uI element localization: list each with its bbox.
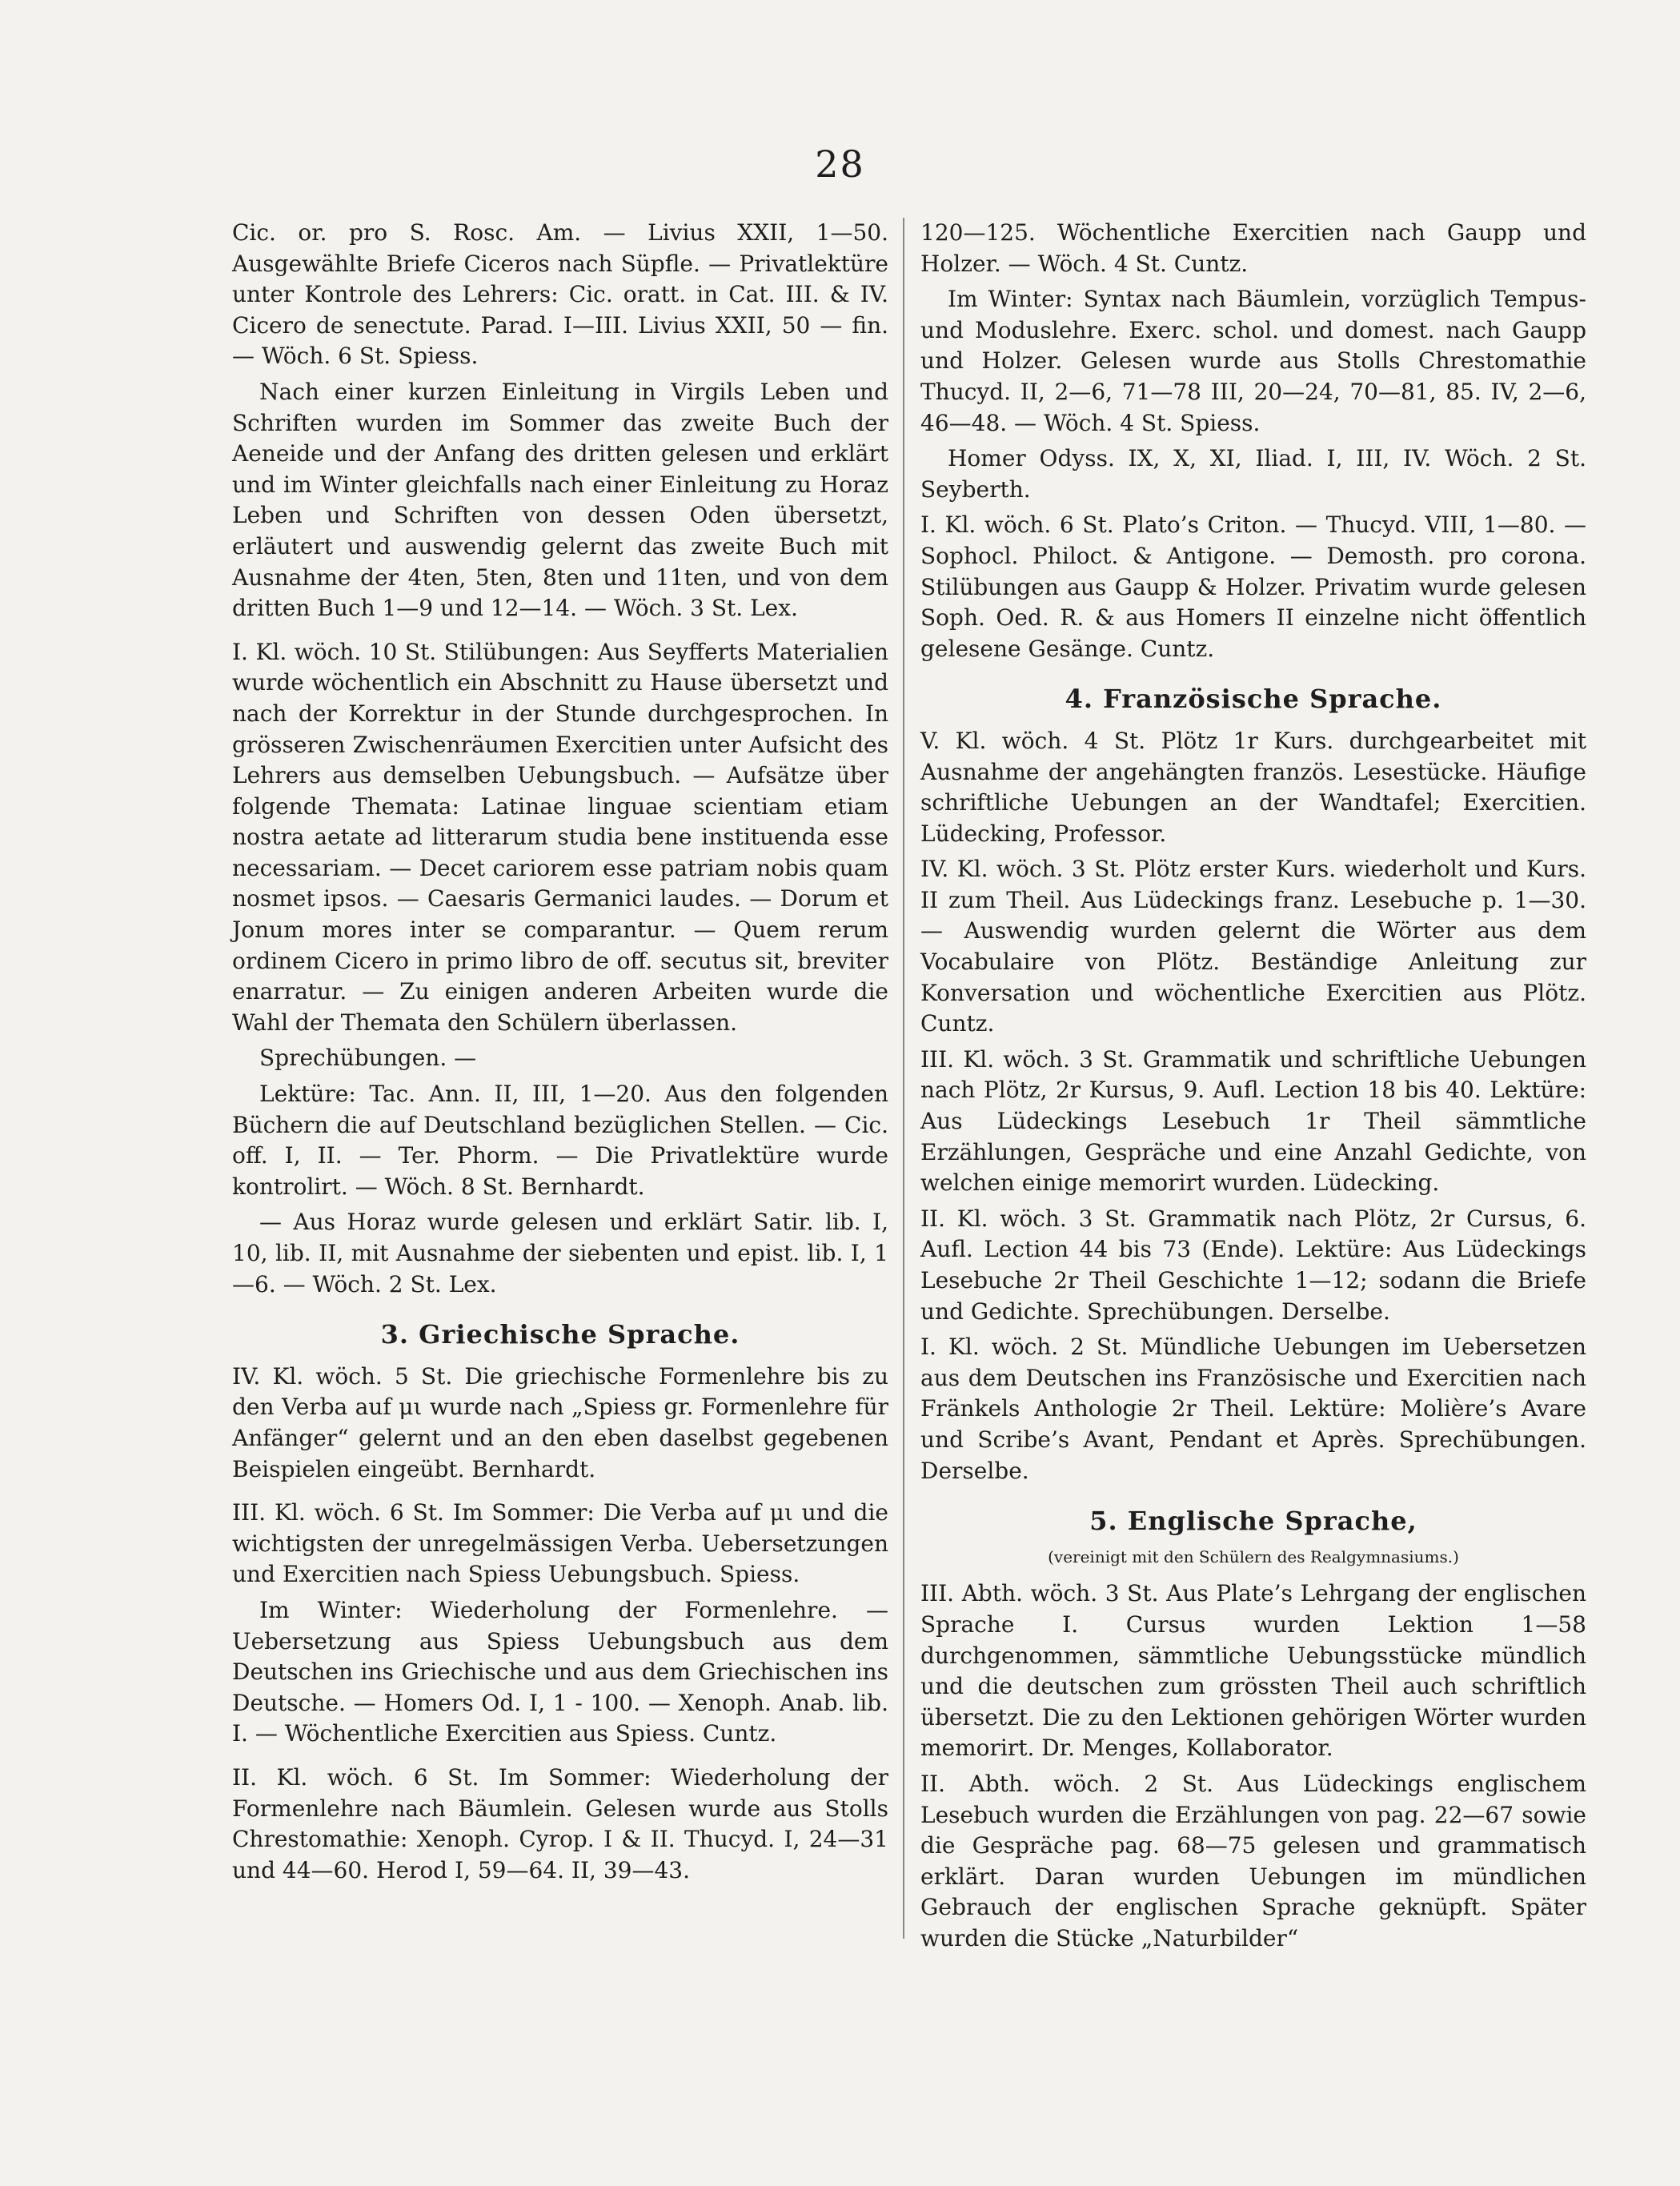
- paragraph: I. Kl. wöch. 10 St. Stilübungen: Aus Seyfferts Materialien wurde wöchentlich ein Abschnitt zu Hause übersetzt und nach der Korrektur in der Stunde durchgesprochen. In grösseren Zwischenräumen Exercitien unter Aufsicht des Lehrers aus demselben Uebungsbuch. — Aufsätze über folgende Themata: Latinae linguae scientiam etiam nostra aetate ad litterarum studia bene instituenda esse necessariam. — Decet cariorem esse patriam nobis quam nosmet ipsos. — Caesaris Germanici laudes. — Dorum et Jonum mores inter se comparantur. — Quem rerum ordinem Cicero in primo libro de off. secutus sit, breviter enarratur. — Zu einigen anderen Arbeiten wurde die Wahl der Themata den Schülern überlassen.: [232, 638, 888, 1036]
- column-divider: [903, 218, 904, 1939]
- right-column: [920, 218, 1586, 1959]
- paragraph: III. Kl. wöch. 6 St. Im Sommer: Die Verba auf μι und die wichtigsten der unregelmässigen Verba. Uebersetzungen und Exercitien nach Spiess Uebungsbuch. Spiess.: [232, 1499, 888, 1588]
- paragraph: II. Kl. wöch. 6 St. Im Sommer: Wiederholung der Formenlehre nach Bäumlein. Gelesen wurde aus Stolls Chrestomathie: Xenoph. Cyrop. I & II. Thucyd. I, 24—31 und 44—60. Herod I, 59—64. II, 39—43.: [232, 1763, 888, 1883]
- paragraph: II. Kl. wöch. 3 St. Grammatik nach Plötz, 2r Cursus, 6. Aufl. Lection 44 bis 73 (Ende). Lektüre: Aus Lüdeckings Lesebuche 2r Theil Geschichte 1—12; sodann die Briefe und Gedichte. Sprechübungen. Derselbe.: [920, 1205, 1586, 1325]
- section-heading: 3. Griechische Sprache.: [380, 1319, 740, 1350]
- paragraph: Cic. or. pro S. Rosc. Am. — Livius XXII, 1—50. Ausgewählte Briefe Ciceros nach Süpfle. — Privatlektüre unter Kontrole des Lehrers: Cic. oratt. in Cat. III. & IV. Cicero de senectute. Parad. I—III. Livius XXII, 50 — fin. — Wöch. 6 St. Spiess.: [232, 219, 888, 370]
- paragraph: 120—125. Wöchentliche Exercitien nach Gaupp und Holzer. — Wöch. 4 St. Cuntz.: [920, 219, 1586, 277]
- paragraph: Homer Odyss. IX, X, XI, Iliad. I, III, IV. Wöch. 2 St. Seyberth.: [920, 445, 1586, 503]
- paragraph: Im Winter: Wiederholung der Formenlehre. — Uebersetzung aus Spiess Uebungsbuch aus dem Deutschen ins Griechische und aus dem Griechischen ins Deutsche. — Homers Od. I, 1 - 100. — Xenoph. Anab. lib. I. — Wöchentliche Exercitien aus Spiess. Cuntz.: [232, 1596, 888, 1747]
- paragraph: I. Kl. wöch. 2 St. Mündliche Uebungen im Uebersetzen aus dem Deutschen ins Französische und Exercitien nach Fränkels Anthologie 2r Theil. Lektüre: Molière’s Avare und Scribe’s Avant, Pendant et Après. Sprechübungen. Derselbe.: [920, 1334, 1586, 1484]
- section-heading: 5. Englische Sprache,: [1089, 1506, 1417, 1537]
- paragraph: II. Abth. wöch. 2 St. Aus Lüdeckings englischem Lesebuch wurden die Erzählungen von pag. 22—67 sowie die Gespräche pag. 68—75 gelesen und grammatisch erklärt. Daran wurden Uebungen im mündlichen Gebrauch der englischen Sprache geknüpft. Später wurden die Stücke „Naturbilder“: [920, 1770, 1586, 1951]
- paragraph: IV. Kl. wöch. 3 St. Plötz erster Kurs. wiederholt und Kurs. II zum Theil. Aus Lüdeckings franz. Lesebuche p. 1—30. — Auswendig wurden gelernt die Wörter aus dem Vocabulaire von Plötz. Beständige Anleitung zur Konversation und wöchentliche Exercitien aus Plötz. Cuntz.: [920, 856, 1586, 1037]
- paragraph: Sprechübungen. —: [259, 1045, 477, 1072]
- paragraph: IV. Kl. wöch. 5 St. Die griechische Formenlehre bis zu den Verba auf μι wurde nach „Spiess gr. Formenlehre für Anfänger“ gelernt und an den eben daselbst gegebenen Beispielen eingeübt. Bernhardt.: [232, 1362, 888, 1482]
- section-note: (vereinigt mit den Schülern des Realgymnasiums.): [1048, 1546, 1459, 1566]
- left-column: [232, 218, 888, 1891]
- paragraph: — Aus Horaz wurde gelesen und erklärt Satir. lib. I, 10, lib. II, mit Ausnahme der siebenten und epist. lib. I, 1—6. — Wöch. 2 St. Lex.: [232, 1209, 888, 1298]
- paragraph: I. Kl. wöch. 6 St. Plato’s Criton. — Thucyd. VIII, 1—80. — Sophocl. Philoct. & Antigone. — Demosth. pro corona. Stilübungen aus Gaupp & Holzer. Privatim wurde gelesen Soph. Oed. R. & aus Homers II einzelne nicht öffentlich gelesene Gesänge. Cuntz.: [920, 511, 1586, 662]
- section-heading: 4. Französische Sprache.: [1065, 684, 1442, 715]
- page-number: 28: [815, 142, 865, 186]
- paragraph: Lektüre: Tac. Ann. II, III, 1—20. Aus den folgenden Büchern die auf Deutschland bezüglichen Stellen. — Cic. off. I, II. — Ter. Phorm. — Die Privatlektüre wurde kontrolirt. — Wöch. 8 St. Bernhardt.: [232, 1081, 888, 1200]
- paragraph: Im Winter: Syntax nach Bäumlein, vorzüglich Tempus- und Moduslehre. Exerc. schol. und domest. nach Gaupp und Holzer. Gelesen wurde aus Stolls Chrestomathie Thucyd. II, 2—6, 71—78 III, 20—24, 70—81, 85. IV, 2—6, 46—48. — Wöch. 4 St. Spiess.: [920, 286, 1586, 436]
- paragraph: III. Kl. wöch. 3 St. Grammatik und schriftliche Uebungen nach Plötz, 2r Kursus, 9. Aufl. Lection 18 bis 40. Lektüre: Aus Lüdeckings Lesebuch 1r Theil sämmtliche Erzählungen, Gespräche und eine Anzahl Gedichte, von welchen einige memorirt wurden. Lüdecking.: [920, 1045, 1586, 1197]
- paragraph: Nach einer kurzen Einleitung in Virgils Leben und Schriften wurden im Sommer das zweite Buch der Aeneide und der Anfang des dritten gelesen und erklärt und im Winter gleichfalls nach einer Einleitung zu Horaz Leben und Schriften von dessen Oden übersetzt, erläutert und auswendig gelernt das zweite Buch mit Ausnahme der 4ten, 5ten, 8ten und 11ten, und von dem dritten Buch 1—9 und 12—14. — Wöch. 3 St. Lex.: [232, 378, 888, 622]
- paragraph: III. Abth. wöch. 3 St. Aus Plate’s Lehrgang der englischen Sprache I. Cursus wurden Lektion 1—58 durchgenommen, sämmtliche Uebungsstücke mündlich und die deutschen zum grössten Theil auch schriftlich übersetzt. Die zu den Lektionen gehörigen Wörter wurden memorirt. Dr. Menges, Kollaborator.: [920, 1580, 1586, 1762]
- paragraph: V. Kl. wöch. 4 St. Plötz 1r Kurs. durchgearbeitet mit Ausnahme der angehängten französ. Lesestücke. Häufige schriftliche Uebungen an der Wandtafel; Exercitien. Lüdecking, Professor.: [920, 727, 1586, 847]
